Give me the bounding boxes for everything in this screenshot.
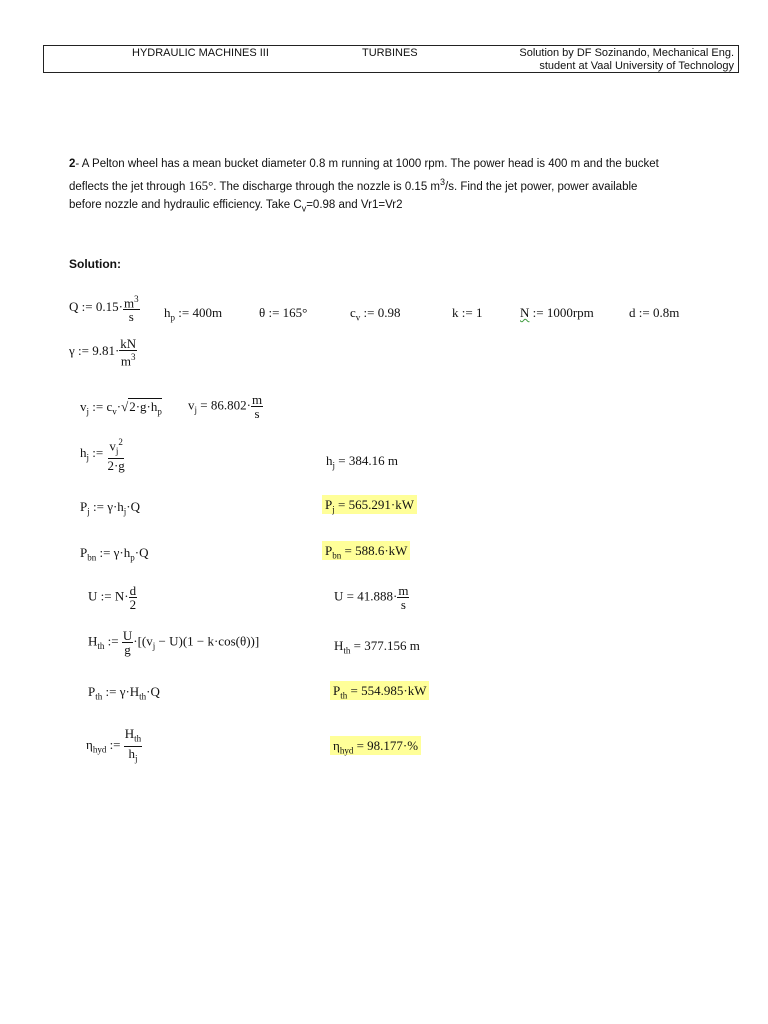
eta-highlight: $\eta_{hyd} = 98.177\cdot\%$ — [330, 736, 421, 755]
eq-Pj-def: $P_j$ := $\gamma\cdot h_j\cdot Q$ — [80, 499, 141, 517]
given-theta: θ := 165° — [259, 305, 308, 320]
given-gamma: γ := 9.81· $\frac{kN}{m^3}$ — [69, 336, 137, 369]
problem-line-1: 2- A Pelton wheel has a mean bucket diameter 0.8 m running at 1000 rpm. The power head is 400 m and the bucket — [69, 158, 659, 170]
eq-eta-def: $\eta_{hyd}$ := $\frac{H_{th}}{h_j}$ — [86, 726, 142, 764]
given-k: k := 1 — [452, 305, 483, 320]
eq-Pbn-def: $P_{bn}$ := $\gamma\cdot h_p\cdot Q$ — [80, 545, 149, 563]
Pj-highlight: $P_j = 565.291\cdot kW$ — [322, 495, 417, 514]
problem-number: 2 — [69, 158, 76, 170]
given-hp: $h_p$ := 400m — [164, 305, 223, 323]
eq-hj-def: $h_j$ := $\frac{v_j^2}{2\cdot g}$ — [80, 437, 125, 473]
given-N: N := 1000rpm — [520, 305, 594, 320]
header-author-line2: student at Vaal University of Technology — [539, 60, 734, 72]
header-author — [519, 47, 734, 73]
solution-label: Solution: — [69, 257, 121, 271]
eq-Pbn-result — [322, 543, 410, 561]
eq-Pth-result — [330, 683, 429, 701]
eq-U-def: U := N· $\frac{d}{2}$ — [88, 583, 137, 612]
header-course: HYDRAULIC MACHINES III — [132, 47, 269, 59]
header-topic: TURBINES — [362, 47, 418, 59]
eq-hj-result: $h_j = 384.16$ m — [326, 453, 398, 471]
problem-angle: 165° — [188, 177, 214, 193]
given-d: d := 0.8m — [629, 305, 680, 320]
eq-U-result: U = 41.888· $\frac{m}{s}$ — [334, 583, 409, 612]
given-Q: Q := 0.15· $\frac{m^3}{s}$ — [69, 294, 139, 325]
problem-line-2: deflects the jet through 165°. The discharge through the nozzle is 0.15 $m^3/s$. Find the jet power, power available — [69, 177, 638, 193]
given-cv: $c_v$ := 0.98 — [350, 305, 401, 323]
Pbn-highlight: $P_{bn} = 588.6\cdot kW$ — [322, 541, 410, 560]
eq-Hth-def: $H_{th}$ := $\frac{U}{g}$ $\cdot[(v_j - U)(1 - k\cdot\cos(\theta))]$ — [88, 628, 260, 657]
header-box — [43, 45, 739, 73]
Pth-highlight: $P_{th} = 554.985\cdot kW$ — [330, 681, 429, 700]
header-author-line1: Solution by DF Sozinando, Mechanical Eng. — [519, 47, 734, 59]
eq-Hth-result: $H_{th} = 377.156$ m — [334, 638, 420, 656]
eq-eta-result — [330, 738, 421, 756]
eq-vj-result: $v_j = 86.802\cdot$ $\frac{m}{s}$ — [188, 392, 263, 421]
eq-vj-def: $v_j$ := $c_v\cdot√2\cdot g\cdot h_p$ — [80, 399, 162, 417]
N-symbol: N — [520, 305, 530, 320]
eq-Pth-def: $P_{th}$ := $\gamma\cdot H_{th}\cdot Q$ — [88, 684, 160, 702]
problem-statement — [69, 155, 729, 217]
problem-line-3: before nozzle and hydraulic efficiency. Take $C_v=0.98$ and Vr1=Vr2 — [69, 198, 403, 214]
eq-Pj-result — [322, 497, 417, 515]
